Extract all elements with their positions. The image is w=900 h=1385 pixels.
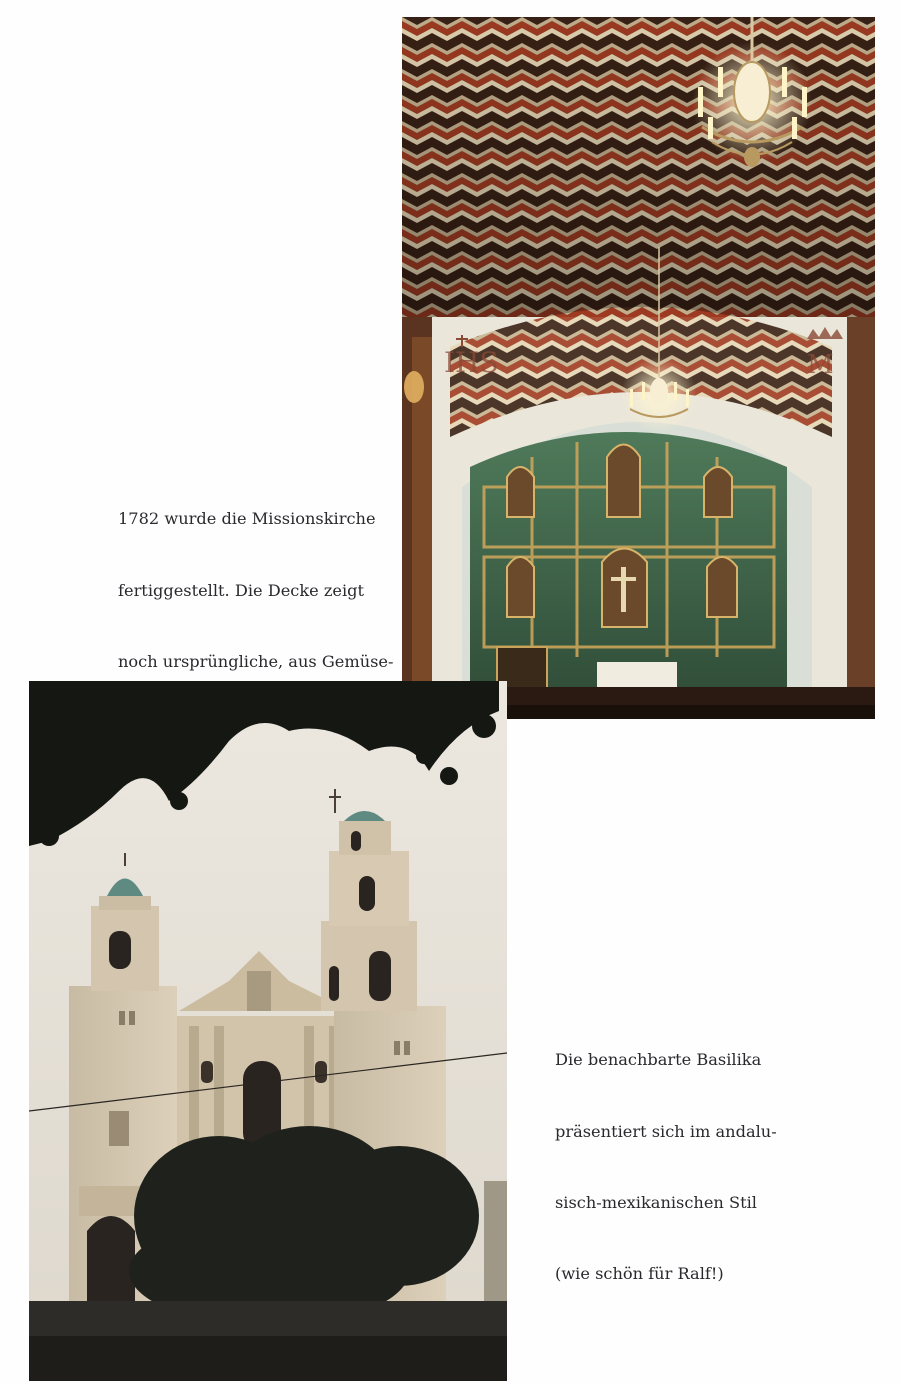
caption-line: Die benachbarte Basilika [555, 1050, 762, 1070]
basilica-caption [555, 1001, 875, 1333]
svg-text:IHS: IHS [444, 346, 499, 379]
mission-interior-photo [402, 17, 875, 719]
caption-line: 1782 wurde die Missionskirche [118, 509, 376, 529]
retablo-altar [470, 432, 787, 717]
caption-line: noch ursprüngliche, aus Gemüse- [118, 651, 394, 671]
caption-line: präsentiert sich im andalu- [555, 1121, 777, 1141]
caption-line: sisch-mexikanischen Stil [555, 1192, 757, 1212]
basilica-exterior-photo [29, 681, 507, 1381]
svg-text:M: M [807, 350, 834, 380]
caption-line: fertiggestellt. Die Decke zeigt [118, 580, 365, 600]
caption-line: (wie schön für Ralf!) [555, 1263, 724, 1283]
